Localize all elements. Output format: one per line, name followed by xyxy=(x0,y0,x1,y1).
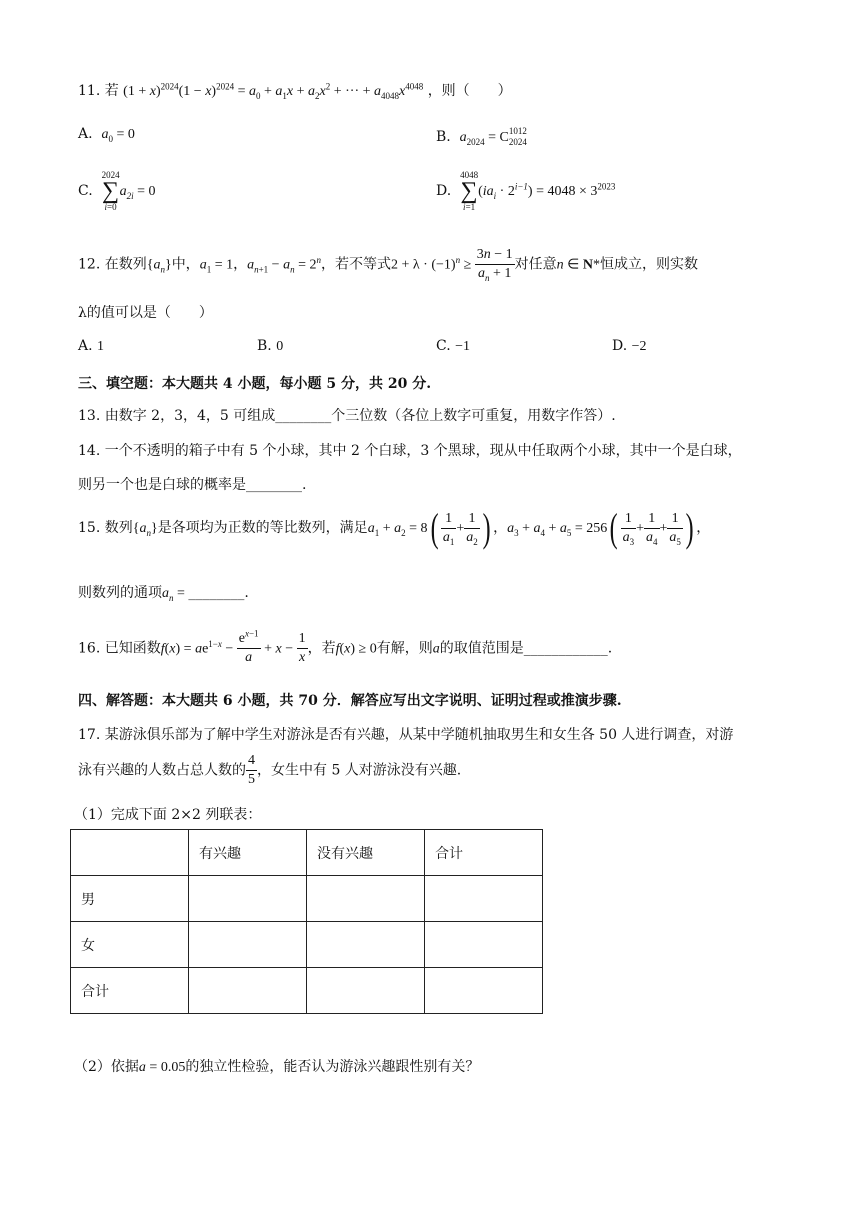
q12-option-a: A. 1 xyxy=(78,338,105,354)
question-number: 12. xyxy=(78,256,101,273)
question-number: 11. xyxy=(78,83,101,99)
q12-stem: 12. 在数列$\{a_n\}$中，$a_1 = 1$，$a_{n+1} - a_n = 2^n$，若不等式$2 + \lambda \cdot (-1)^n$ ≥ $\frac{3n - 1}{a_n + 1}$ 对任意n ∈ N*恒成立，则实数 xyxy=(78,247,698,283)
table-header-cell: 有兴趣 xyxy=(189,830,307,876)
row-label: 合计 xyxy=(71,968,189,1014)
section-heading-solve: 四、解答题：本大题共 6 小题，共 70 分．解答应写出文字说明、证明过程或推演步骤. xyxy=(78,693,622,709)
q11-option-c: C. 2024 ∑ i=0 $a_{2i} = 0$ xyxy=(78,170,156,212)
q12-option-d: D. −2 xyxy=(612,338,647,354)
q11-stem: 11. 若 $(1 + x)^{2024}(1 - x)^{2024} = a_0 + a_1x + a_2x^2$ + ··· + $a_{4048}x^{4048}$ ，则（ ） xyxy=(78,81,512,101)
table-cell xyxy=(307,922,425,968)
question-number: 16. xyxy=(78,640,101,657)
table-row xyxy=(71,922,543,968)
q16-stem: 16. 已知函数$f(x) = ae^{1-x}$ − $\frac{e^{x-1}}{a}$ + x − $\frac{1}{x}$ ，若f(x) ≥ 0有解，则a的取值范围是____________. xyxy=(78,628,613,665)
table-cell xyxy=(307,876,425,922)
row-label: 男 xyxy=(71,876,189,922)
q14-line2: 则另一个也是白球的概率是________. xyxy=(78,477,307,493)
q15-line2: 则数列的通项$a_n$ = ________. xyxy=(78,585,249,603)
row-label: 女 xyxy=(71,922,189,968)
table-cell xyxy=(307,968,425,1014)
q12-option-c: C. −1 xyxy=(436,338,471,354)
table-header-row xyxy=(71,830,543,876)
q15-stem: 15. 数列$\{a_n\}$是各项均为正数的等比数列，满足$a_1 + a_2 = 8$( $\frac{1}{a_1}$ + $\frac{1}{a_2}$ ) ，$a_3 + a_4 + a_5 = 256$( $\frac{1}{a_3}$ + $\frac{1}{a_4}$ + $\frac{1}{a_5}$ ) ， xyxy=(78,505,711,550)
q17-line2: 泳有兴趣的人数占总人数的 $\frac{4}{5}$ ，女生中有 5 人对游泳没有兴趣. xyxy=(78,753,462,787)
q11-option-a: A. $a_0 = 0$ xyxy=(78,126,135,144)
table-cell xyxy=(425,876,543,922)
q12-line2: λ的值可以是（ ） xyxy=(78,305,213,321)
contingency-table xyxy=(70,829,543,1014)
table-cell xyxy=(189,922,307,968)
q12-option-b: B. 0 xyxy=(257,338,284,354)
table-header-cell: 没有兴趣 xyxy=(307,830,425,876)
table-row xyxy=(71,876,543,922)
q17-part1: （1）完成下面 2×2 列联表： xyxy=(74,807,262,823)
q11-option-b: B. $a_{2024} = C1012$ 2024 xyxy=(436,126,527,147)
table-cell xyxy=(425,922,543,968)
section-heading-fill-in: 三、填空题：本大题共 4 小题，每小题 5 分，共 20 分. xyxy=(78,376,432,392)
question-number: 15. xyxy=(78,520,101,536)
table-cell xyxy=(425,968,543,1014)
q17-part2: （2）依据a = 0.05的独立性检验，能否认为游泳兴趣跟性别有关？ xyxy=(74,1059,480,1075)
table-cell xyxy=(71,830,189,876)
table-row xyxy=(71,968,543,1014)
table-header-cell: 合计 xyxy=(425,830,543,876)
q14-line1: 14. 一个不透明的箱子中有 5 个小球，其中 2 个白球，3 个黑球，现从中任取两个小球，其中一个是白球， xyxy=(78,443,742,459)
q11-option-d: D. 4048 ∑ i=1 $(ia_i \cdot 2^{i-1}) = 4048 \times 3^{2023}$ xyxy=(436,170,616,212)
q13-text: 13. 由数字 2，3，4，5 可组成________个三位数（各位上数字可重复，用数字作答）. xyxy=(78,408,616,424)
q17-line1: 17. 某游泳俱乐部为了解中学生对游泳是否有兴趣，从某中学随机抽取男生和女生各 50 人进行调查，对游 xyxy=(78,727,734,743)
table-cell xyxy=(189,876,307,922)
table-cell xyxy=(189,968,307,1014)
